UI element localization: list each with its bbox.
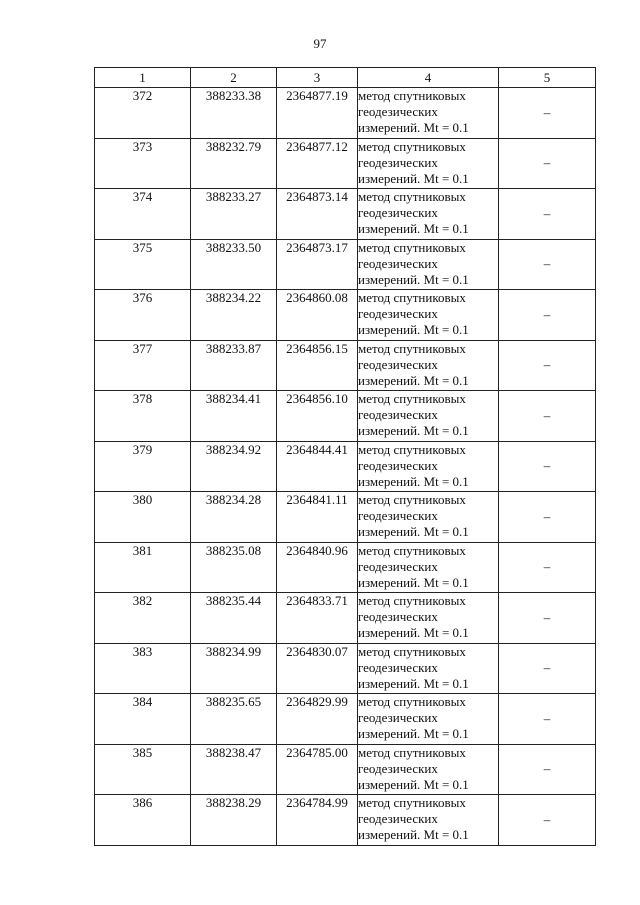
point-number-cell: 383 — [95, 643, 191, 694]
method-line: измерений. Mt = 0.1 — [358, 625, 469, 640]
method-line: метод спутниковых — [358, 643, 466, 659]
method-line: метод спутниковых — [358, 744, 466, 760]
method-line: геодезических — [358, 508, 438, 523]
table-row — [95, 340, 596, 391]
point-number-cell: 385 — [95, 744, 191, 795]
method-cell — [358, 290, 499, 341]
method-line: измерений. Mt = 0.1 — [358, 170, 469, 186]
method-line: измерений. Mt = 0.1 — [358, 423, 469, 438]
table-header-row — [95, 68, 596, 88]
point-number-cell: 372 — [95, 88, 191, 139]
method-line: измерений. Mt = 0.1 — [358, 726, 469, 741]
method-line: геодезических — [358, 306, 438, 321]
x-coordinate-cell: 388235.65 — [191, 694, 277, 745]
method-line: геодезических — [358, 811, 438, 826]
table-row — [95, 542, 596, 593]
x-coordinate-cell: 388238.47 — [191, 744, 277, 795]
point-number-cell: 379 — [95, 441, 191, 492]
note-cell: – — [499, 441, 596, 492]
point-number-cell: 376 — [95, 290, 191, 341]
table-row — [95, 694, 596, 745]
table-row — [95, 138, 596, 189]
page-number: 97 — [313, 36, 327, 51]
y-coordinate-cell: 2364784.99 — [277, 795, 358, 846]
x-coordinate-cell: 388232.79 — [191, 138, 277, 189]
note-cell: – — [499, 694, 596, 745]
y-coordinate-cell: 2364844.41 — [277, 441, 358, 492]
point-number-cell: 386 — [95, 795, 191, 846]
method-cell — [358, 492, 499, 543]
method-line: метод спутниковых — [358, 138, 466, 154]
table-row — [95, 290, 596, 341]
x-coordinate-cell: 388234.41 — [191, 391, 277, 442]
method-cell — [358, 441, 499, 492]
column-header: 3 — [277, 68, 358, 88]
coordinates-table — [94, 67, 596, 846]
method-line: измерений. Mt = 0.1 — [358, 776, 469, 792]
method-line: метод спутниковых — [358, 441, 466, 457]
point-number-cell: 380 — [95, 492, 191, 543]
method-cell — [358, 239, 499, 290]
note-cell: – — [499, 492, 596, 543]
method-line: метод спутниковых — [358, 694, 466, 709]
method-line: измерений. Mt = 0.1 — [358, 574, 469, 590]
method-cell — [358, 391, 499, 442]
method-line: геодезических — [358, 609, 438, 624]
x-coordinate-cell: 388238.29 — [191, 795, 277, 846]
y-coordinate-cell: 2364860.08 — [277, 290, 358, 341]
column-header: 1 — [95, 68, 191, 88]
x-coordinate-cell: 388233.87 — [191, 340, 277, 391]
point-number-cell: 375 — [95, 239, 191, 290]
method-cell — [358, 744, 499, 795]
method-cell — [358, 88, 499, 139]
x-coordinate-cell: 388234.92 — [191, 441, 277, 492]
method-line: геодезических — [358, 457, 438, 473]
x-coordinate-cell: 388234.22 — [191, 290, 277, 341]
table-row — [95, 795, 596, 846]
method-cell — [358, 593, 499, 644]
method-line: измерений. Mt = 0.1 — [358, 473, 469, 489]
column-header: 2 — [191, 68, 277, 88]
table-row — [95, 492, 596, 543]
method-line: геодезических — [358, 659, 438, 675]
y-coordinate-cell: 2364873.17 — [277, 239, 358, 290]
method-line: метод спутниковых — [358, 189, 466, 204]
y-coordinate-cell: 2364877.12 — [277, 138, 358, 189]
x-coordinate-cell: 388233.27 — [191, 189, 277, 240]
method-line: метод спутниковых — [358, 542, 466, 558]
table-row — [95, 239, 596, 290]
table-row — [95, 643, 596, 694]
table-row — [95, 593, 596, 644]
point-number-cell: 381 — [95, 542, 191, 593]
method-line: геодезических — [358, 356, 438, 372]
point-number-cell: 382 — [95, 593, 191, 644]
y-coordinate-cell: 2364829.99 — [277, 694, 358, 745]
method-line: измерений. Mt = 0.1 — [358, 675, 469, 691]
point-number-cell: 378 — [95, 391, 191, 442]
y-coordinate-cell: 2364841.11 — [277, 492, 358, 543]
note-cell: – — [499, 138, 596, 189]
method-cell — [358, 542, 499, 593]
method-line: измерений. Mt = 0.1 — [358, 372, 469, 388]
method-line: измерений. Mt = 0.1 — [358, 221, 469, 236]
table-body — [95, 88, 596, 846]
note-cell: – — [499, 239, 596, 290]
table-row — [95, 189, 596, 240]
method-line: измерений. Mt = 0.1 — [358, 271, 469, 287]
x-coordinate-cell: 388235.08 — [191, 542, 277, 593]
note-cell: – — [499, 795, 596, 846]
y-coordinate-cell: 2364873.14 — [277, 189, 358, 240]
x-coordinate-cell: 388233.50 — [191, 239, 277, 290]
method-cell — [358, 795, 499, 846]
note-cell: – — [499, 593, 596, 644]
method-line: метод спутниковых — [358, 795, 466, 810]
method-line: метод спутниковых — [358, 593, 466, 608]
x-coordinate-cell: 388234.28 — [191, 492, 277, 543]
method-line: метод спутниковых — [358, 88, 466, 103]
y-coordinate-cell: 2364877.19 — [277, 88, 358, 139]
method-line: геодезических — [358, 255, 438, 271]
method-line: измерений. Mt = 0.1 — [358, 524, 469, 539]
method-cell — [358, 138, 499, 189]
point-number-cell: 374 — [95, 189, 191, 240]
column-header: 4 — [358, 68, 499, 88]
method-cell — [358, 694, 499, 745]
method-line: метод спутниковых — [358, 340, 466, 356]
method-line: метод спутниковых — [358, 391, 466, 406]
x-coordinate-cell: 388234.99 — [191, 643, 277, 694]
y-coordinate-cell: 2364856.10 — [277, 391, 358, 442]
note-cell: – — [499, 391, 596, 442]
method-line: измерений. Mt = 0.1 — [358, 120, 469, 135]
note-cell: – — [499, 340, 596, 391]
y-coordinate-cell: 2364856.15 — [277, 340, 358, 391]
method-line: метод спутниковых — [358, 290, 466, 305]
x-coordinate-cell: 388235.44 — [191, 593, 277, 644]
y-coordinate-cell: 2364785.00 — [277, 744, 358, 795]
y-coordinate-cell: 2364840.96 — [277, 542, 358, 593]
point-number-cell: 373 — [95, 138, 191, 189]
x-coordinate-cell: 388233.38 — [191, 88, 277, 139]
method-cell — [358, 189, 499, 240]
note-cell: – — [499, 542, 596, 593]
method-line: геодезических — [358, 558, 438, 574]
y-coordinate-cell: 2364830.07 — [277, 643, 358, 694]
table-row — [95, 441, 596, 492]
note-cell: – — [499, 744, 596, 795]
table-row — [95, 391, 596, 442]
table-row — [95, 744, 596, 795]
method-line: геодезических — [358, 407, 438, 422]
method-cell — [358, 340, 499, 391]
method-line: измерений. Mt = 0.1 — [358, 827, 469, 842]
method-line: геодезических — [358, 760, 438, 776]
point-number-cell: 377 — [95, 340, 191, 391]
method-line: геодезических — [358, 710, 438, 725]
note-cell: – — [499, 290, 596, 341]
method-line: геодезических — [358, 104, 438, 119]
y-coordinate-cell: 2364833.71 — [277, 593, 358, 644]
note-cell: – — [499, 189, 596, 240]
method-line: геодезических — [358, 205, 438, 220]
method-line: метод спутниковых — [358, 492, 466, 507]
note-cell: – — [499, 88, 596, 139]
method-cell — [358, 643, 499, 694]
note-cell: – — [499, 643, 596, 694]
method-line: измерений. Mt = 0.1 — [358, 322, 469, 337]
column-header: 5 — [499, 68, 596, 88]
method-line: геодезических — [358, 154, 438, 170]
point-number-cell: 384 — [95, 694, 191, 745]
method-line: метод спутниковых — [358, 239, 466, 255]
table-row — [95, 88, 596, 139]
